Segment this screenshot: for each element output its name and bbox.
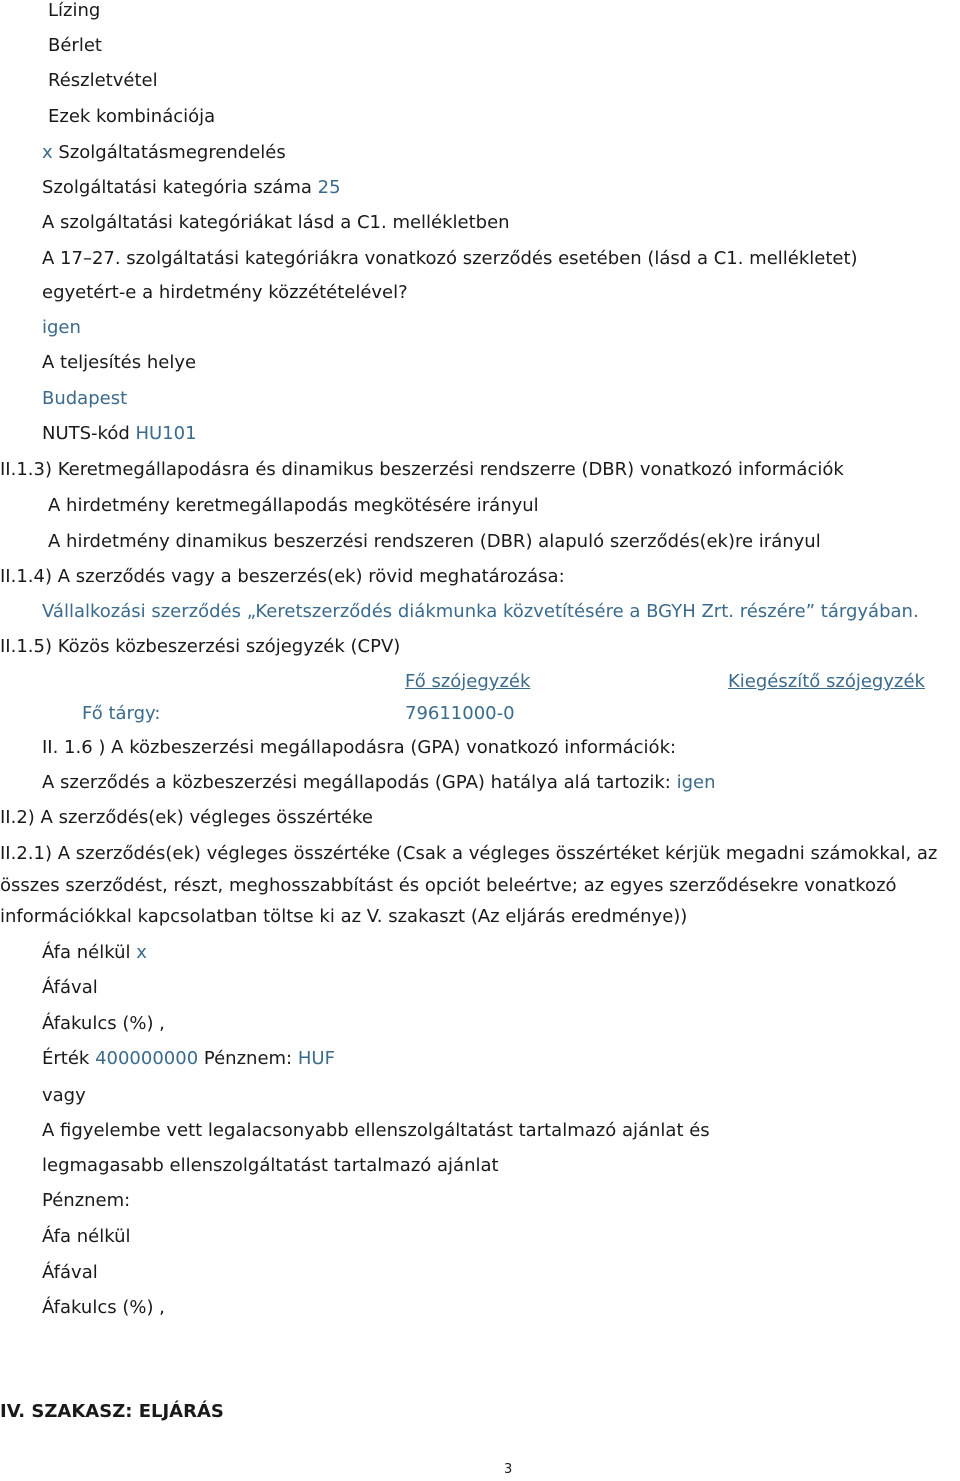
or-label: vagy bbox=[42, 1085, 86, 1106]
vat-excluded bbox=[42, 942, 147, 964]
value-label: Érték bbox=[42, 1048, 90, 1069]
place-value: Budapest bbox=[42, 388, 128, 409]
checked-mark: x bbox=[42, 142, 53, 163]
section-ii15-heading: II.1.5) Közös közbeszerzési szójegyzék (CPV) bbox=[0, 636, 401, 657]
service-category-label: Szolgáltatási kategória száma bbox=[42, 177, 312, 198]
place-label: A teljesítés helye bbox=[42, 352, 197, 373]
value-amount: 400000000 bbox=[95, 1048, 199, 1069]
option-lizing: Lízing bbox=[48, 0, 101, 21]
category-question-line2: egyetért-e a hirdetmény közzétételével? bbox=[42, 282, 408, 303]
currency-label-2: Pénznem: bbox=[42, 1190, 131, 1211]
section-ii16-heading: II. 1.6 ) A közbeszerzési megállapodásra (GPA) vonatkozó információk: bbox=[42, 737, 677, 758]
option-szolgaltatas-label: Szolgáltatásmegrendelés bbox=[58, 142, 286, 163]
gpa-statement bbox=[42, 772, 716, 794]
currency-label: Pénznem: bbox=[203, 1048, 293, 1069]
nuts-code bbox=[42, 423, 197, 445]
option-szolgaltatas bbox=[42, 142, 286, 164]
lowest-offer: A figyelembe vett legalacsonyabb ellenszolgáltatást tartalmazó ajánlat és bbox=[42, 1120, 710, 1141]
option-kombinacio: Ezek kombinációja bbox=[48, 106, 216, 127]
value-row bbox=[42, 1048, 335, 1070]
contract-description: Vállalkozási szerződés „Keretszerződés diákmunka közvetítésére a BGYH Zrt. részére” tárgyában. bbox=[42, 601, 919, 622]
section-ii21-line2: összes szerződést, részt, meghosszabbítást és opciót beleértve; az egyes szerződésekre vonatkozó bbox=[0, 875, 897, 896]
vat-included: Áfával bbox=[42, 977, 98, 998]
vat-rate-2: Áfakulcs (%) , bbox=[42, 1297, 165, 1318]
cpv-main-vocabulary-header: Fő szójegyzék bbox=[405, 671, 531, 692]
framework-agreement: A hirdetmény keretmegállapodás megkötésére irányul bbox=[48, 495, 539, 516]
dbr-contract: A hirdetmény dinamikus beszerzési rendszeren (DBR) alapuló szerződés(ek)re irányul bbox=[48, 531, 821, 552]
section-ii2-heading: II.2) A szerződés(ek) végleges összértéke bbox=[0, 807, 373, 828]
gpa-label: A szerződés a közbeszerzési megállapodás (GPA) hatálya alá tartozik: bbox=[42, 772, 671, 793]
section-ii21-line3: információkkal kapcsolatban töltse ki az V. szakaszt (Az eljárás eredménye)) bbox=[0, 906, 688, 927]
option-berlet: Bérlet bbox=[48, 35, 102, 56]
vat-excluded-2: Áfa nélkül bbox=[42, 1226, 131, 1247]
vat-included-2: Áfával bbox=[42, 1262, 98, 1283]
vat-excluded-label: Áfa nélkül bbox=[42, 942, 131, 963]
page-number: 3 bbox=[504, 1462, 513, 1477]
cpv-code: 79611000-0 bbox=[405, 703, 515, 724]
category-reference: A szolgáltatási kategóriákat lásd a C1. mellékletben bbox=[42, 212, 510, 233]
main-object-label: Fő tárgy: bbox=[82, 703, 161, 724]
nuts-value: HU101 bbox=[135, 423, 197, 444]
section-ii13-heading: II.1.3) Keretmegállapodásra és dinamikus beszerzési rendszerre (DBR) vonatkozó információk bbox=[0, 459, 844, 480]
nuts-label: NUTS-kód bbox=[42, 423, 130, 444]
option-reszletvetel: Részletvétel bbox=[48, 70, 158, 91]
cpv-supplementary-vocabulary-header: Kiegészítő szójegyzék bbox=[728, 671, 925, 692]
highest-offer: legmagasabb ellenszolgáltatást tartalmazó ajánlat bbox=[42, 1155, 499, 1176]
category-question-line1: A 17–27. szolgáltatási kategóriákra vonatkozó szerződés esetében (lásd a C1. mellékletet) bbox=[42, 248, 858, 269]
currency-value: HUF bbox=[297, 1048, 335, 1069]
category-answer: igen bbox=[42, 317, 81, 338]
vat-excluded-mark: x bbox=[136, 942, 147, 963]
service-category bbox=[42, 177, 341, 199]
vat-rate: Áfakulcs (%) , bbox=[42, 1013, 165, 1034]
section-ii14-heading: II.1.4) A szerződés vagy a beszerzés(ek) rövid meghatározása: bbox=[0, 566, 565, 587]
gpa-value: igen bbox=[676, 772, 716, 793]
section-iv-heading: IV. SZAKASZ: ELJÁRÁS bbox=[0, 1401, 224, 1422]
service-category-value: 25 bbox=[317, 177, 341, 198]
section-ii21-line1: II.2.1) A szerződés(ek) végleges összértéke (Csak a végleges összértéket kérjük megadni számokkal, az bbox=[0, 843, 938, 864]
